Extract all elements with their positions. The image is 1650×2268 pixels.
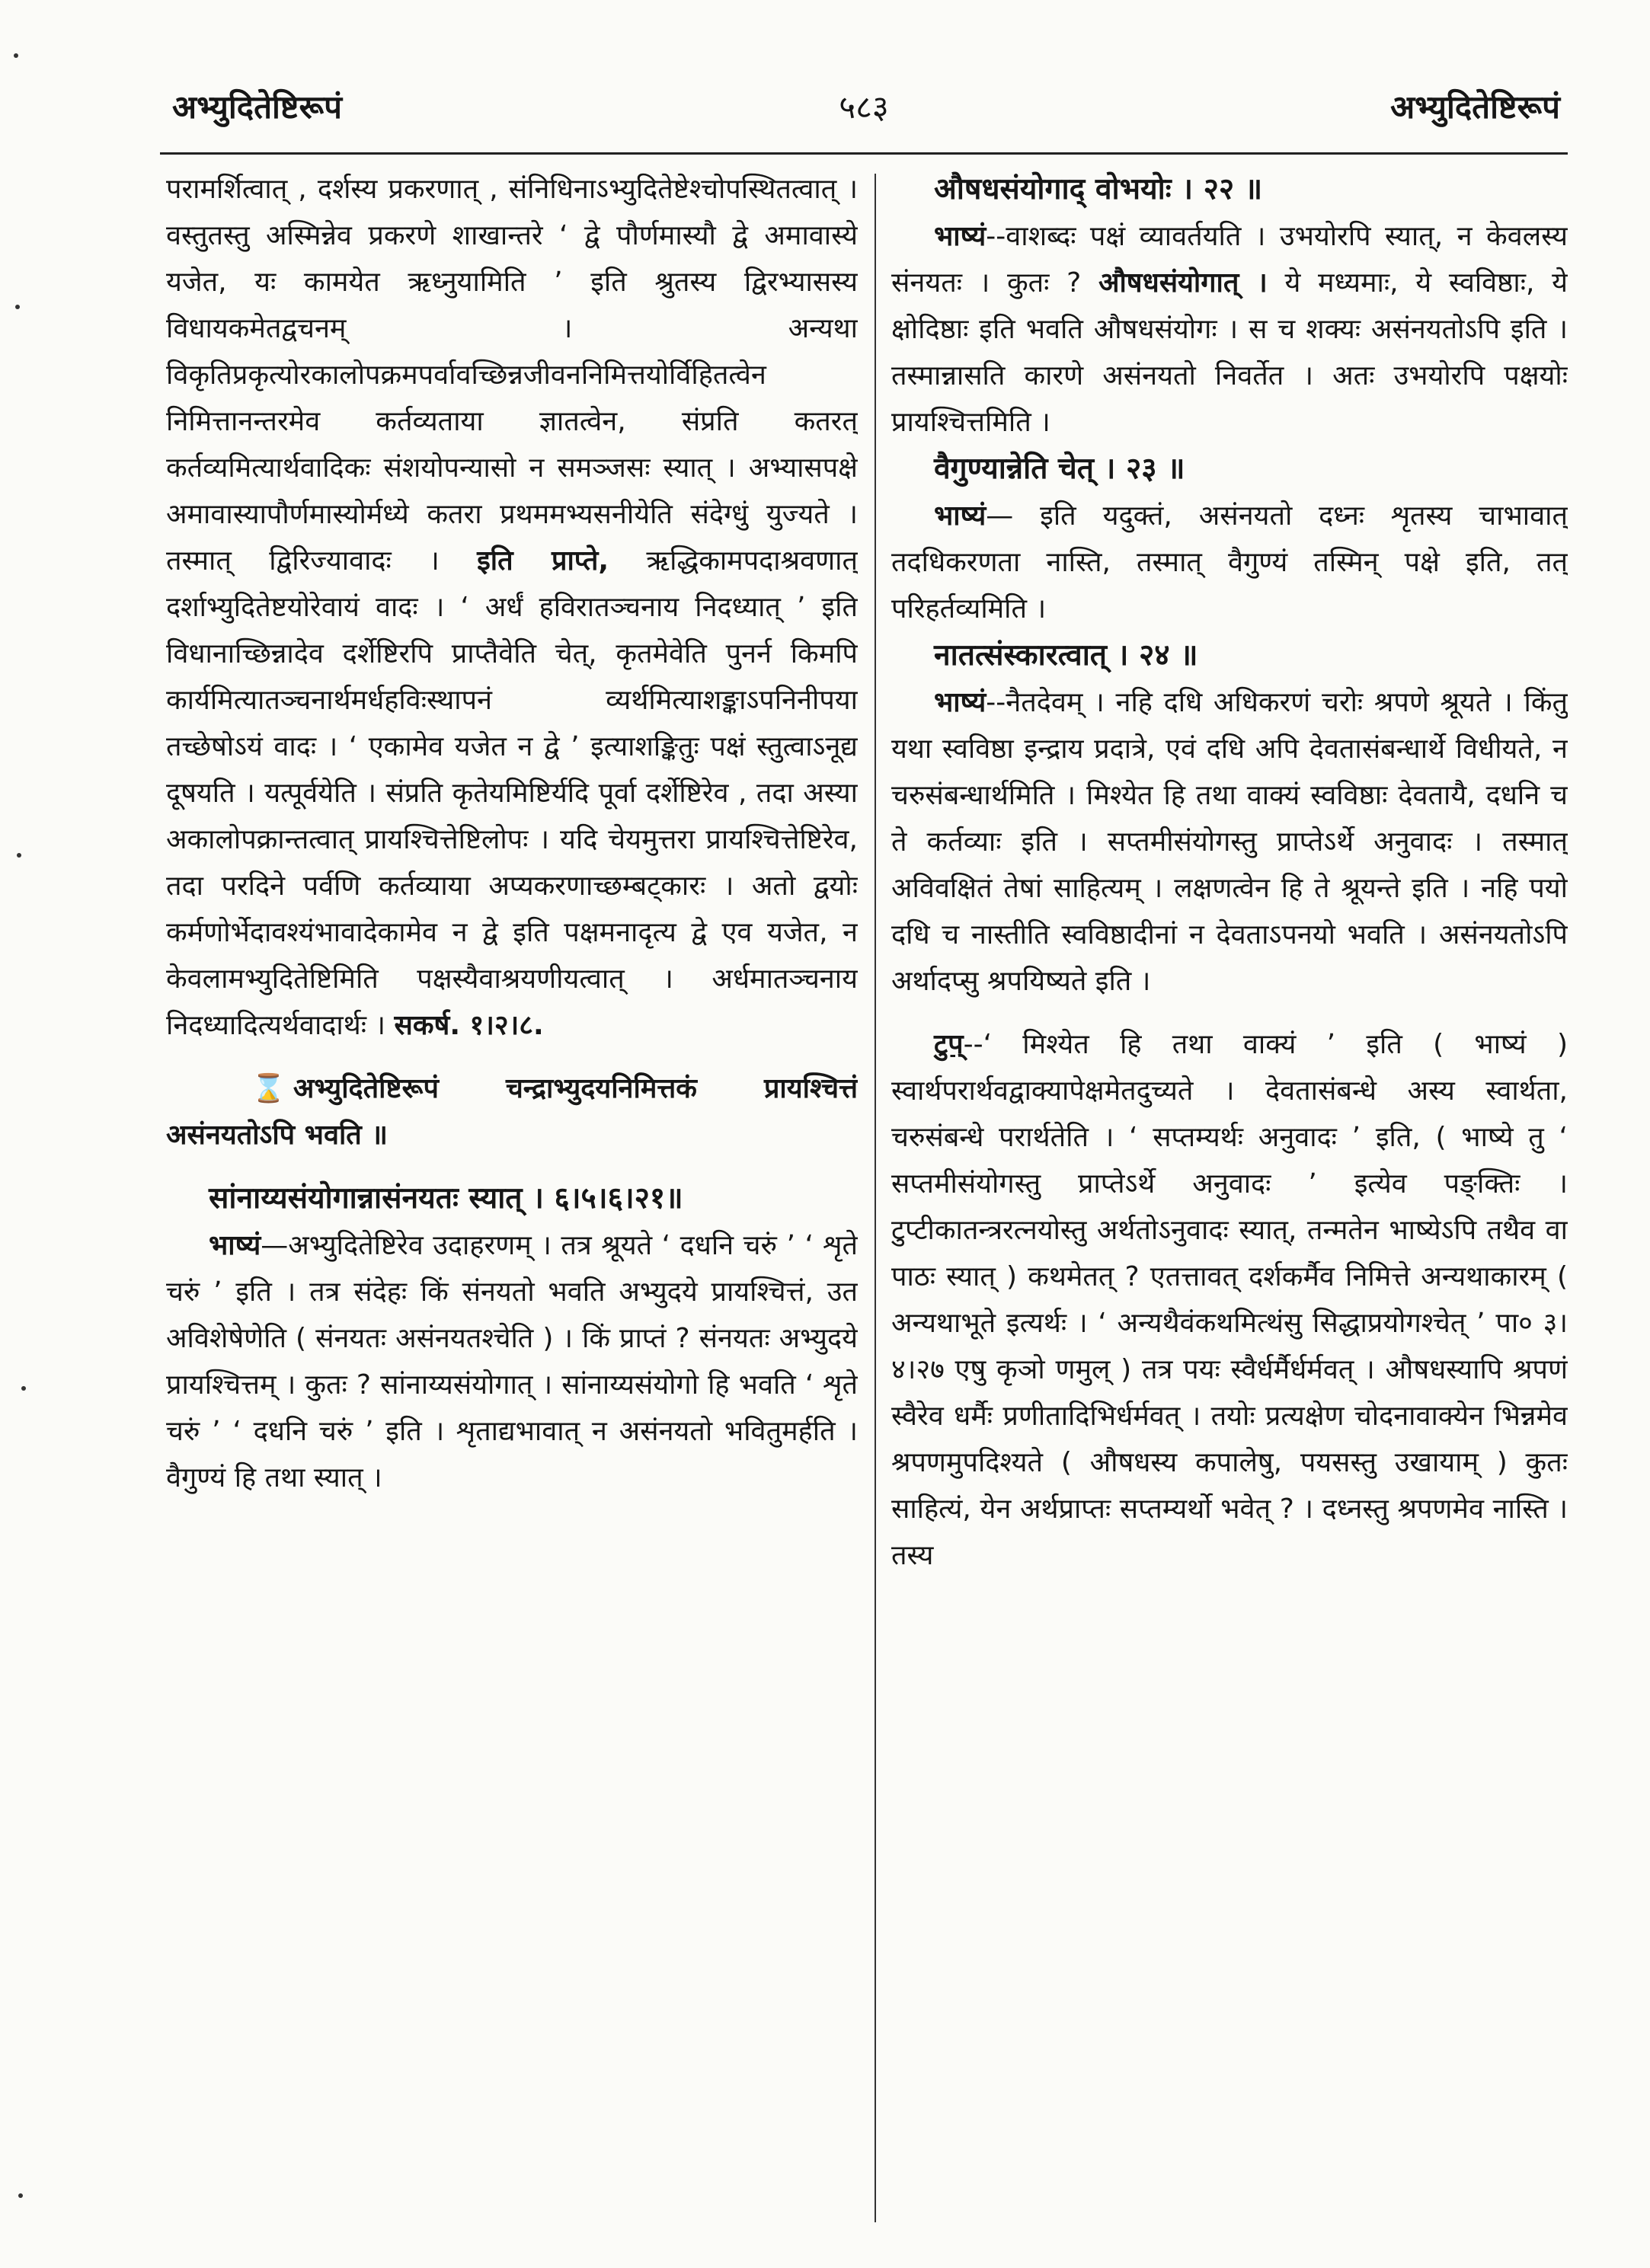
column-divider bbox=[875, 174, 876, 2222]
commentary-text: परामर्शित्वात् , दर्शस्य प्रकरणात् , संनिधिनाऽभ्युदितेष्टेश्चोपस्थितत्वात् । वस्तुतस्तु अस्मिन्नेव प्रकरणे शाखान्तरे ‘ द्वे पौर्णमास्यौ द्वे अमावास्ये यजेत, यः कामयेत ऋध्नुयामिति ’ इति श्रुतस्य द्विरभ्यासस्य विधायकमेतद्वचनम् । अन्यथा विकृतिप्रकृत्योरकालोपक्रमपर्वावच्छिन्नजीवननिमित्तयोर्विहितत्वेन निमित्तानन्तरमेव कर्तव्यताया ज्ञातत्वेन, संप्रति कतरत् कर्तव्यमित्यार्थवादिकः संशयोपन्यासो न समञ्जसः स्यात् । अभ्यासपक्षे अमावास्यापौर्णमास्योर्मध्ये कतरा प्रथममभ्यसनीयेति संदेग्धुं युज्यते । तस्मात् द्विरिज्यावादः । bbox=[166, 174, 858, 577]
commentary-text-continued: ऋद्धिकामपदाश्रवणात् दर्शाभ्युदितेष्टयोरेवायं वादः । ‘ अर्धं हविरातञ्चनाय निदध्यात् ’ इति विधानाच्छिन्नादेव दर्शेष्टिरपि प्राप्तैवेति चेत्, कृतमेवेति पुनर्न किमपि कार्यमित्यातञ्चनार्थमर्धहविःस्थापनं व्यर्थमित्याशङ्काऽपनिनीपया तच्छेषोऽयं वादः । ‘ एकामेव यजेत न द्वे ’ इत्याशङ्कितुः पक्षं स्तुत्वाऽनूद्य दूषयति । यत्पूर्वयेति । संप्रति कृतेयमिष्टिर्यदि पूर्वा दर्शेष्टिरेव , तदा अस्या अकालोपक्रान्तत्वात् प्रायश्चित्तेष्टिलोपः । यदि चेयमुत्तरा प्रायश्चित्तेष्टिरेव, तदा परदिने पर्वणि कर्तव्याया अप्यकरणाच्छम्बट्कारः । अतो द्वयोः कर्मणोर्भेदावश्यंभावादेकामेव न द्वे इति पक्षमनादृत्य द्वे एव यजेत, न केवलामभ्युदितेष्टिमिति पक्षस्यैवाश्रयणीयत्वात् । अर्धमातञ्चनाय निदध्यादित्यर्थवादार्थः । bbox=[166, 545, 858, 1041]
bhashya-23 bbox=[891, 493, 1568, 632]
tuptika-note bbox=[891, 1021, 1568, 1579]
sutra-23-text: वैगुण्यान्नेति चेत् । २३ ॥ bbox=[934, 452, 1185, 486]
scan-speck bbox=[14, 53, 18, 58]
adhikarana-heading bbox=[166, 1065, 858, 1158]
commentary-paragraph bbox=[166, 166, 858, 1049]
tup-label: टुप् bbox=[934, 1029, 964, 1060]
sutra-22 bbox=[891, 166, 1568, 213]
scan-speck bbox=[18, 2193, 23, 2198]
bhashya-22 bbox=[891, 213, 1568, 446]
sutra-24 bbox=[891, 632, 1568, 679]
bhashya-24 bbox=[891, 679, 1568, 1005]
bhashya-23-text: — इति यदुक्तं, असंनयतो दध्नः शृतस्य चाभावात् तदधिकरणता नास्ति, तस्मात् वैगुण्यं तस्मिन् पक्षे इति, तत् परिहर्तव्यमिति । bbox=[891, 500, 1568, 624]
bhashya-label: भाष्यं bbox=[934, 500, 986, 532]
tup-text: --‘ मिश्येत हि तथा वाक्यं ’ इति ( भाष्यं ) स्वार्थपरार्थवद्वाक्यापेक्षमेतदुच्यते । देवतासंबन्धे अस्य स्वार्थता, चरुसंबन्धे परार्थतेति । ‘ सप्तम्यर्थः अनुवादः ’ इति, ( भाष्ये तु ‘ सप्तमीसंयोगस्तु प्राप्तेऽर्थे अनुवादः ’ इत्येव पङ्क्तिः । टुप्टीकातन्त्ररत्नयोस्तु अर्थतोऽनुवादः स्यात्, तन्मतेन भाष्येऽपि तथैव वा पाठः स्यात् ) कथमेतत् ? एतत्तावत् दर्शकर्मैव निमित्ते अन्यथाकारम् ( अन्यथाभूते इत्यर्थः । ‘ अन्यथैवंकथमित्थंसु सिद्धाप्रयोगश्चेत् ’ पा० ३।४।२७ एषु कृञो णमुल् ) तत्र पयः स्वैर्धर्मैर्धर्मवत् । औषधस्यापि श्रपणं स्वैरेव धर्मैः प्रणीतादिभिर्धर्मवत् । तयोः प्रत्यक्षेण चोदनावाक्येन भिन्नमेव श्रपणमुपदिश्यते ( औषधस्य कपालेषु, पयसस्तु उखायाम् ) कुतः साहित्यं, येन अर्थप्राप्तः सप्तम्यर्थो भवेत् ? । दध्नस्तु श्रपणमेव नास्ति । तस्य bbox=[891, 1029, 1568, 1571]
scan-speck bbox=[17, 853, 21, 858]
bhashya-label: भाष्यं bbox=[209, 1230, 261, 1261]
iti-prapte: इति प्राप्ते, bbox=[477, 545, 609, 577]
aushadha-samyogat: औषधसंयोगात् । bbox=[1098, 267, 1268, 299]
reference-sankarsha: सकर्ष. १।२।८. bbox=[394, 1010, 544, 1041]
left-column bbox=[166, 166, 858, 1501]
bhashya-label: भाष्यं bbox=[934, 221, 986, 252]
header-left-title: अभ्युदितेष्टिरूपं bbox=[172, 88, 342, 126]
bhashya-22-text-continued: ये मध्यमाः, ये स्वविष्ठाः, ये क्षोदिष्ठाः इति भवति औषधसंयोगः । स च शक्यः असंनयतोऽपि इति । तस्मान्नासति कारणे असंनयतो निवर्तेत । अतः उभयोरपि पक्षयोः प्रायश्चित्तमिति । bbox=[891, 267, 1568, 438]
bhashya-label: भाष्यं bbox=[934, 687, 986, 718]
page-number: ५८३ bbox=[839, 88, 889, 126]
sutra-21-text: सांनाय्यसंयोगान्नासंनयतः स्यात् । ६।५।६।२१॥ bbox=[209, 1181, 683, 1215]
sutra-23 bbox=[891, 446, 1568, 493]
hourglass-icon: ⌛ bbox=[251, 1073, 286, 1104]
header-rule bbox=[160, 152, 1568, 155]
heading-text: अभ्युदितेष्टिरूपं चन्द्राभ्युदयनिमित्तकं प्रायश्चित्तं असंनयतोऽपि भवति ॥ bbox=[166, 1073, 858, 1151]
sutra-21 bbox=[166, 1175, 858, 1222]
sutra-22-text: औषधसंयोगाद् वोभयोः । २२ ॥ bbox=[934, 172, 1263, 206]
running-header bbox=[160, 81, 1568, 134]
scan-speck bbox=[21, 1386, 26, 1391]
bhashya-24-text: --नैतदेवम् । नहि दधि अधिकरणं चरोः श्रपणे श्रूयते । किंतु यथा स्वविष्ठा इन्द्राय प्रदात्रे, एवं दधि अपि देवतासंबन्धार्थे विधीयते, न चरुसंबन्धार्थमिति । मिश्येत हि तथा वाक्यं स्वविष्ठाः देवतायै, दधनि च ते कर्तव्याः इति । सप्तमीसंयोगस्तु प्राप्तेऽर्थे अनुवादः । तस्मात् अविवक्षितं तेषां साहित्यम् । लक्षणत्वेन हि ते श्रूयन्ते इति । नहि पयो दधि च नास्तीति स्वविष्ठादीनां न देवताऽपनयो भवति । असंनयतोऽपि अर्थादप्सु श्रपयिष्यते इति । bbox=[891, 687, 1568, 997]
sutra-24-text: नातत्संस्कारत्वात् । २४ ॥ bbox=[934, 638, 1198, 672]
bhashya-21-text: —अभ्युदितेष्टिरेव उदाहरणम् । तत्र श्रूयते ‘ दधनि चरुं ’ ‘ शृते चरुं ’ इति । तत्र संदेहः किं संनयतो भवति अभ्युदये प्रायश्चित्तं, उत अविशेषेणेति ( संनयतः असंनयतश्चेति ) । किं प्राप्तं ? संनयतः अभ्युदये प्रायश्चित्तम् । कुतः ? सांनाय्यसंयोगात् । सांनाय्यसंयोगो हि भवति ‘ शृते चरुं ’ ‘ दधनि चरुं ’ इति । शृताद्यभावात् न असंनयतो भवितुमर्हति । वैगुण्यं हि तथा स्यात् । bbox=[166, 1230, 858, 1493]
scan-speck bbox=[15, 305, 20, 309]
bhashya-22-text: --वाशब्दः पक्षं व्यावर्तयति । उभयोरपि स्यात्, न केवलस्य संनयतः । कुतः ? bbox=[891, 221, 1568, 299]
header-right-title: अभ्युदितेष्टिरूपं bbox=[1390, 88, 1560, 126]
bhashya-21 bbox=[166, 1222, 858, 1501]
right-column bbox=[891, 166, 1568, 1579]
